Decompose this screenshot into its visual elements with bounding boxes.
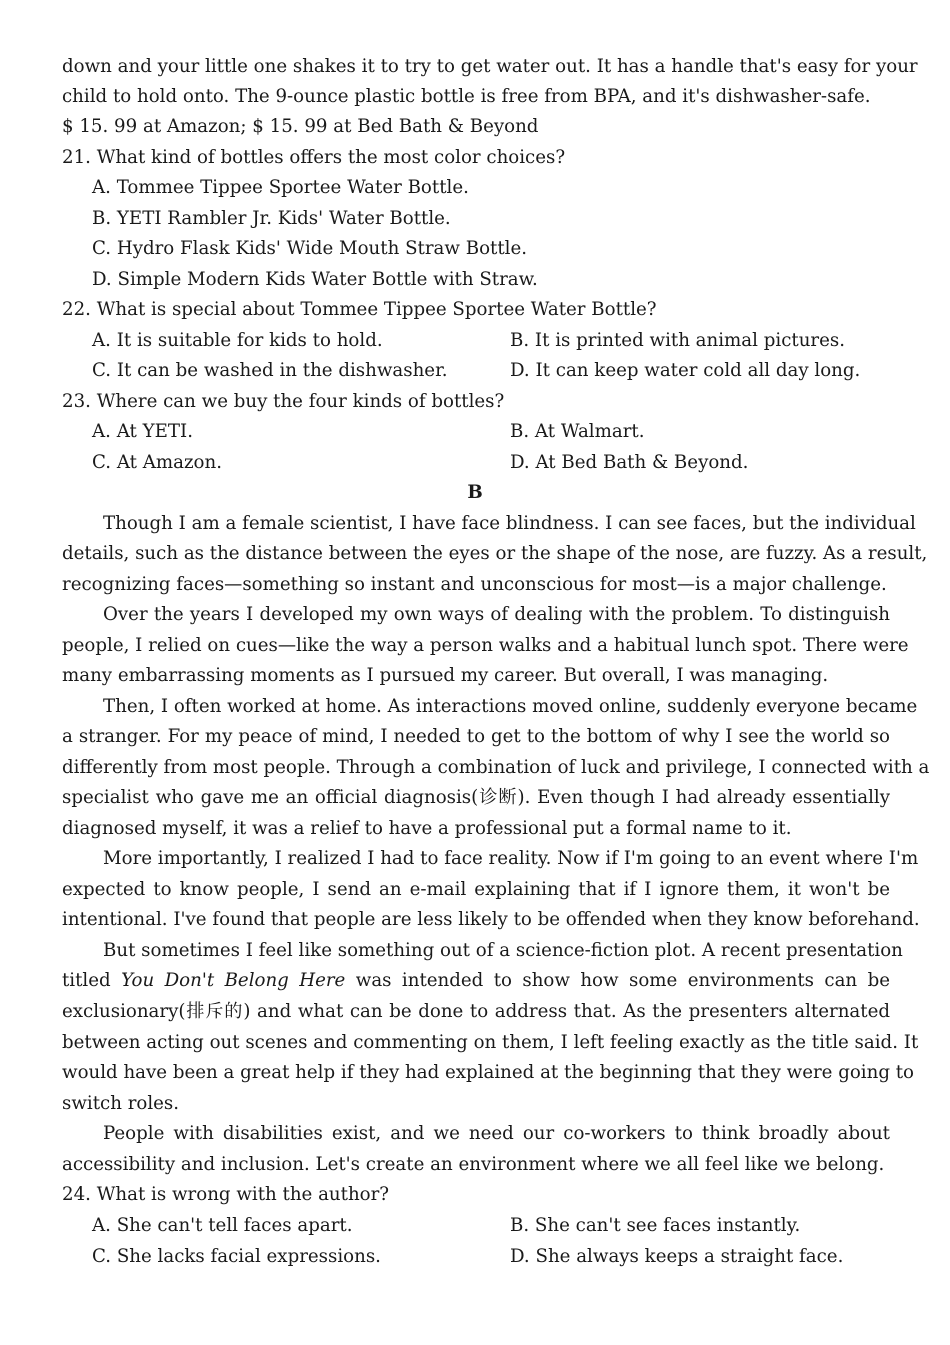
paragraph-5-line: exclusionary(排斥的) and what can be done to address that. As the presenters alternated bbox=[62, 1001, 890, 1022]
paragraph-5-line: switch roles. bbox=[62, 1093, 180, 1114]
paragraph-3-line: diagnosed myself, it was a relief to have a professional put a formal name to it. bbox=[62, 818, 792, 839]
passage-line: child to hold onto. The 9-ounce plastic bottle is free from BPA, and it's dishwasher-safe. bbox=[62, 86, 871, 107]
paragraph-1-line: recognizing faces—something so instant and unconscious for most—is a major challenge. bbox=[62, 574, 887, 595]
question-23-option-d[interactable]: D. At Bed Bath & Beyond. bbox=[510, 452, 749, 473]
paragraph-5-line bbox=[62, 966, 890, 996]
question-21-stem: 21. What kind of bottles offers the most color choices? bbox=[62, 147, 566, 168]
paragraph-4-line: expected to know people, I send an e-mail explaining that if I ignore them, it won't be bbox=[62, 879, 890, 900]
question-22-stem: 22. What is special about Tommee Tippee Sportee Water Bottle? bbox=[62, 299, 657, 320]
presentation-title: You Don't Belong Here bbox=[121, 970, 346, 991]
paragraph-3-line: differently from most people. Through a combination of luck and privilege, I connected with a bbox=[62, 757, 930, 778]
question-23-option-a[interactable]: A. At YETI. bbox=[92, 421, 193, 442]
paragraph-3-line: specialist who gave me an official diagnosis(诊断). Even though I had already essentially bbox=[62, 787, 890, 808]
question-21-option-c[interactable]: C. Hydro Flask Kids' Wide Mouth Straw Bottle. bbox=[92, 238, 528, 259]
paragraph-5-text: was intended to show how some environments can be bbox=[355, 970, 890, 991]
question-24-option-d[interactable]: D. She always keeps a straight face. bbox=[510, 1246, 844, 1267]
question-23-option-c[interactable]: C. At Amazon. bbox=[92, 452, 222, 473]
paragraph-2-line: Over the years I developed my own ways of dealing with the problem. To distinguish bbox=[103, 604, 890, 625]
price-line: $ 15. 99 at Amazon; $ 15. 99 at Bed Bath & Beyond bbox=[62, 116, 539, 137]
paragraph-4-line: intentional. I've found that people are less likely to be offended when they know beforehand. bbox=[62, 909, 920, 930]
paragraph-5-line: But sometimes I feel like something out of a science-fiction plot. A recent presentation bbox=[103, 940, 903, 961]
question-21-option-b[interactable]: B. YETI Rambler Jr. Kids' Water Bottle. bbox=[92, 208, 451, 229]
question-22-option-a[interactable]: A. It is suitable for kids to hold. bbox=[92, 330, 383, 351]
question-22-option-d[interactable]: D. It can keep water cold all day long. bbox=[510, 360, 861, 381]
paragraph-5-line: between acting out scenes and commenting on them, I left feeling exactly as the title said. It bbox=[62, 1032, 919, 1053]
question-23-option-b[interactable]: B. At Walmart. bbox=[510, 421, 645, 442]
question-24-option-c[interactable]: C. She lacks facial expressions. bbox=[92, 1246, 381, 1267]
paragraph-6-line: People with disabilities exist, and we need our co-workers to think broadly about bbox=[103, 1123, 890, 1144]
question-22-option-b[interactable]: B. It is printed with animal pictures. bbox=[510, 330, 845, 351]
question-23-stem: 23. Where can we buy the four kinds of bottles? bbox=[62, 391, 505, 412]
question-24-option-a[interactable]: A. She can't tell faces apart. bbox=[92, 1215, 353, 1236]
question-24-stem: 24. What is wrong with the author? bbox=[62, 1184, 390, 1205]
paragraph-5-text: titled bbox=[62, 970, 111, 991]
paragraph-1-line: details, such as the distance between the eyes or the shape of the nose, are fuzzy. As a result, bbox=[62, 543, 928, 564]
section-b-heading: B bbox=[467, 482, 483, 503]
paragraph-4-line: More importantly, I realized I had to face reality. Now if I'm going to an event where I'm bbox=[103, 848, 919, 869]
passage-line: down and your little one shakes it to try to get water out. It has a handle that's easy for your bbox=[62, 56, 918, 77]
question-21-option-a[interactable]: A. Tommee Tippee Sportee Water Bottle. bbox=[92, 177, 469, 198]
question-21-option-d[interactable]: D. Simple Modern Kids Water Bottle with Straw. bbox=[92, 269, 538, 290]
paragraph-6-line: accessibility and inclusion. Let's create an environment where we all feel like we belong. bbox=[62, 1154, 885, 1175]
paragraph-3-line: a stranger. For my peace of mind, I needed to get to the bottom of why I see the world so bbox=[62, 726, 890, 747]
question-22-option-c[interactable]: C. It can be washed in the dishwasher. bbox=[92, 360, 448, 381]
question-24-option-b[interactable]: B. She can't see faces instantly. bbox=[510, 1215, 801, 1236]
paragraph-3-line: Then, I often worked at home. As interactions moved online, suddenly everyone became bbox=[103, 696, 918, 717]
paragraph-5-line: would have been a great help if they had explained at the beginning that they were going to bbox=[62, 1062, 914, 1083]
paragraph-1-line: Though I am a female scientist, I have face blindness. I can see faces, but the individual bbox=[103, 513, 916, 534]
paragraph-2-line: many embarrassing moments as I pursued my career. But overall, I was managing. bbox=[62, 665, 829, 686]
paragraph-2-line: people, I relied on cues—like the way a person walks and a habitual lunch spot. There were bbox=[62, 635, 909, 656]
